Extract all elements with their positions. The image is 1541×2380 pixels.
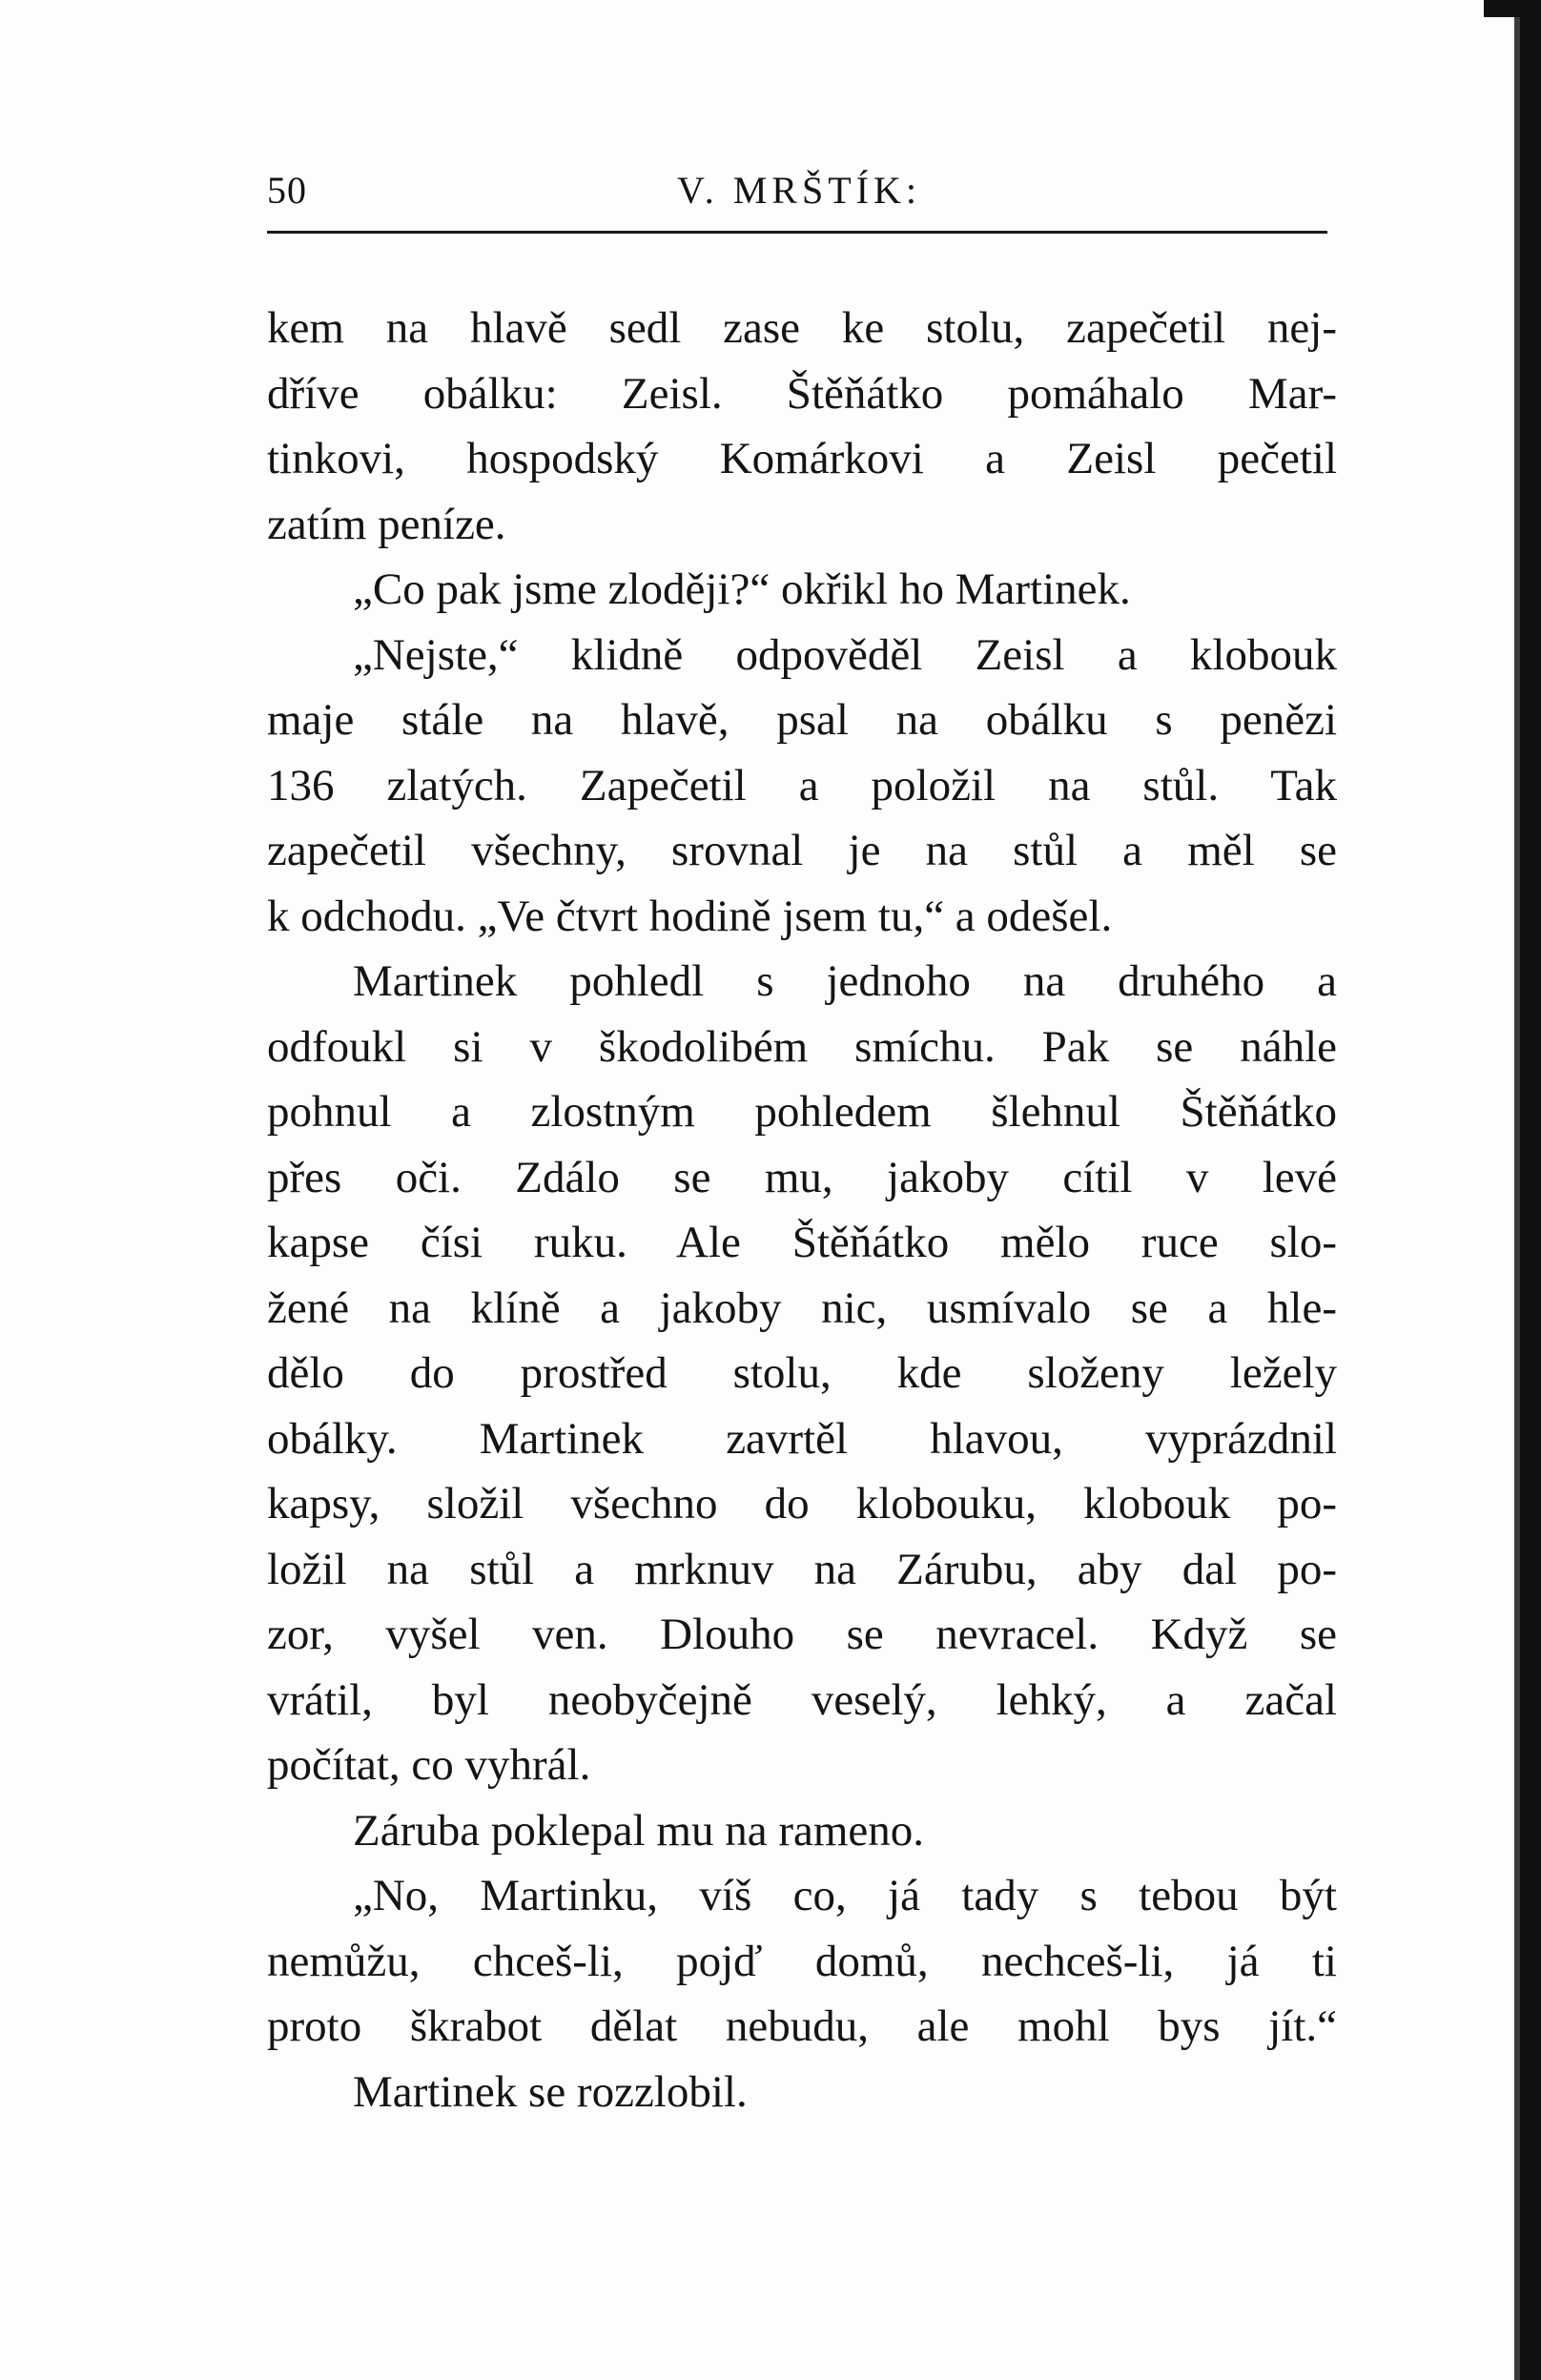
text-line: kapsy, složil všechno do klobouku, klobouk po- <box>267 1479 1337 1529</box>
text-line: odfoukl si v škodolibém smíchu. Pak se náhle <box>267 1021 1337 1072</box>
text-line: Záruba poklepal mu na rameno. <box>353 1805 925 1856</box>
text-line: „Nejste,“ klidně odpověděl Zeisl a klobouk <box>353 629 1337 680</box>
text-line: Martinek pohledl s jednoho na druhého a <box>353 956 1337 1006</box>
header-rule <box>267 231 1327 234</box>
text-line: kapse čísi ruku. Ale Štěňátko mělo ruce slo- <box>267 1218 1337 1267</box>
text-line: zor, vyšel ven. Dlouho se nevracel. Když se <box>267 1610 1337 1659</box>
text-line: nemůžu, chceš-li, pojď domů, nechceš-li, já ti <box>267 1936 1337 1986</box>
body-text <box>267 296 1337 2124</box>
text-line: počítat, co vyhrál. <box>267 1740 591 1790</box>
text-line: proto škrabot dělat nebudu, ale mohl bys jít.“ <box>267 2001 1337 2051</box>
text-line: 136 zlatých. Zapečetil a položil na stůl. Tak <box>267 760 1337 810</box>
text-line: dříve obálku: Zeisl. Štěňátko pomáhalo Mar- <box>267 368 1337 419</box>
text-line: zapečetil všechny, srovnal je na stůl a měl se <box>267 826 1337 875</box>
text-line: tinkovi, hospodský Komárkovi a Zeisl pečetil <box>267 434 1337 483</box>
text-line: kem na hlavě sedl zase ke stolu, zapečetil nej- <box>267 303 1337 353</box>
scan-corner <box>1484 0 1541 17</box>
text-line: pohnul a zlostným pohledem šlehnul Štěňátko <box>267 1087 1337 1137</box>
running-head: V. MRŠTÍK: <box>677 169 921 212</box>
text-line: žené na klíně a jakoby nic, usmívalo se a hle- <box>267 1282 1337 1333</box>
text-line: zatím peníze. <box>267 499 506 549</box>
text-line: dělo do prostřed stolu, kde složeny ležely <box>267 1348 1337 1398</box>
text-line: obálky. Martinek zavrtěl hlavou, vyprázdnil <box>267 1413 1337 1464</box>
scan-edge <box>1520 0 1541 2380</box>
text-line: „No, Martinku, víš co, já tady s tebou být <box>353 1871 1337 1920</box>
page-number: 50 <box>267 169 307 212</box>
text-line: „Co pak jsme zloději?“ okřikl ho Martinek. <box>353 564 1131 614</box>
text-line: ložil na stůl a mrknuv na Zárubu, aby dal po- <box>267 1544 1337 1594</box>
text-line: vrátil, byl neobyčejně veselý, lehký, a začal <box>267 1674 1337 1725</box>
text-line: maje stále na hlavě, psal na obálku s penězi <box>267 695 1337 745</box>
text-line: Martinek se rozzlobil. <box>353 2066 748 2117</box>
page-header <box>267 160 1327 221</box>
text-line: přes oči. Zdálo se mu, jakoby cítil v levé <box>267 1152 1337 1202</box>
text-line: k odchodu. „Ve čtvrt hodině jsem tu,“ a odešel. <box>267 891 1113 941</box>
